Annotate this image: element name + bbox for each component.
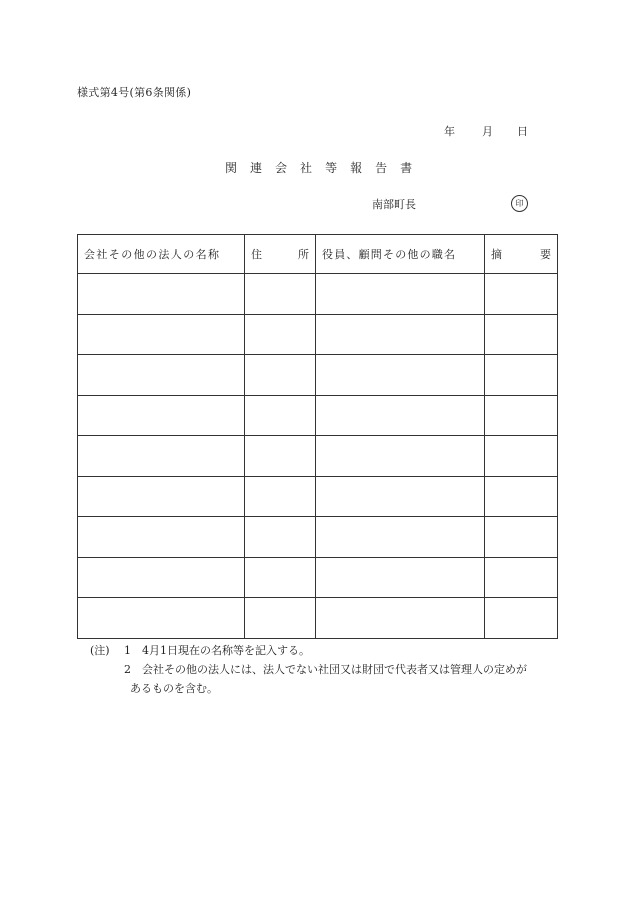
cell-company[interactable] <box>78 436 245 477</box>
cell-company[interactable] <box>78 598 245 639</box>
table-row <box>78 395 558 436</box>
title-char: 会 <box>275 161 288 175</box>
document-title <box>225 159 425 176</box>
title-char: 連 <box>250 161 263 175</box>
notes-label: (注) <box>90 644 110 657</box>
cell-address[interactable] <box>245 517 316 558</box>
cell-remarks[interactable] <box>485 314 558 355</box>
cell-remarks[interactable] <box>485 436 558 477</box>
cell-company[interactable] <box>78 557 245 598</box>
cell-address[interactable] <box>245 557 316 598</box>
header-address: 住 所 <box>245 235 316 274</box>
note-text: 4月1日現在の名称等を記入する。 <box>142 644 310 657</box>
related-companies-table <box>77 234 558 639</box>
cell-remarks[interactable] <box>485 557 558 598</box>
table-row <box>78 274 558 315</box>
title-char: 関 <box>225 161 238 175</box>
cell-company[interactable] <box>78 517 245 558</box>
cell-position[interactable] <box>316 476 485 517</box>
cell-company[interactable] <box>78 314 245 355</box>
notes-section <box>90 641 570 698</box>
title-char: 告 <box>375 161 388 175</box>
cell-position[interactable] <box>316 274 485 315</box>
date-day-label: 日 <box>517 125 528 138</box>
cell-address[interactable] <box>245 314 316 355</box>
cell-company[interactable] <box>78 395 245 436</box>
table-row <box>78 314 558 355</box>
cell-address[interactable] <box>245 274 316 315</box>
cell-position[interactable] <box>316 314 485 355</box>
cell-remarks[interactable] <box>485 395 558 436</box>
cell-company[interactable] <box>78 274 245 315</box>
cell-position[interactable] <box>316 395 485 436</box>
cell-address[interactable] <box>245 355 316 396</box>
cell-position[interactable] <box>316 557 485 598</box>
cell-remarks[interactable] <box>485 598 558 639</box>
table-row <box>78 355 558 396</box>
cell-address[interactable] <box>245 436 316 477</box>
title-char: 等 <box>325 161 338 175</box>
header-remarks: 摘 要 <box>485 235 558 274</box>
cell-address[interactable] <box>245 476 316 517</box>
cell-remarks[interactable] <box>485 274 558 315</box>
table-row <box>78 517 558 558</box>
cell-position[interactable] <box>316 598 485 639</box>
note-number: 1 <box>124 644 131 657</box>
table-header-row <box>78 235 558 274</box>
title-char: 報 <box>350 161 363 175</box>
cell-remarks[interactable] <box>485 476 558 517</box>
table-row <box>78 598 558 639</box>
note-number: 2 <box>124 663 131 676</box>
header-company-name: 会社その他の法人の名称 <box>78 235 245 274</box>
form-number: 様式第4号(第6条関係) <box>77 86 192 99</box>
seal-mark: 印 <box>511 195 528 212</box>
cell-position[interactable] <box>316 517 485 558</box>
cell-remarks[interactable] <box>485 355 558 396</box>
note-text: 会社その他の法人には、法人でない社団又は財団で代表者又は管理人の定めが <box>142 663 527 676</box>
cell-address[interactable] <box>245 395 316 436</box>
note-text-continued: あるものを含む。 <box>130 682 218 695</box>
cell-company[interactable] <box>78 476 245 517</box>
title-char: 社 <box>300 161 313 175</box>
cell-position[interactable] <box>316 436 485 477</box>
cell-position[interactable] <box>316 355 485 396</box>
cell-remarks[interactable] <box>485 517 558 558</box>
cell-address[interactable] <box>245 598 316 639</box>
table-row <box>78 476 558 517</box>
date-month-label: 月 <box>482 125 493 138</box>
table-row <box>78 557 558 598</box>
addressee: 南部町長 <box>372 198 416 211</box>
header-position: 役員、顧問その他の職名 <box>316 235 485 274</box>
date-year-label: 年 <box>444 125 455 138</box>
title-char: 書 <box>400 161 413 175</box>
cell-company[interactable] <box>78 355 245 396</box>
table-row <box>78 436 558 477</box>
